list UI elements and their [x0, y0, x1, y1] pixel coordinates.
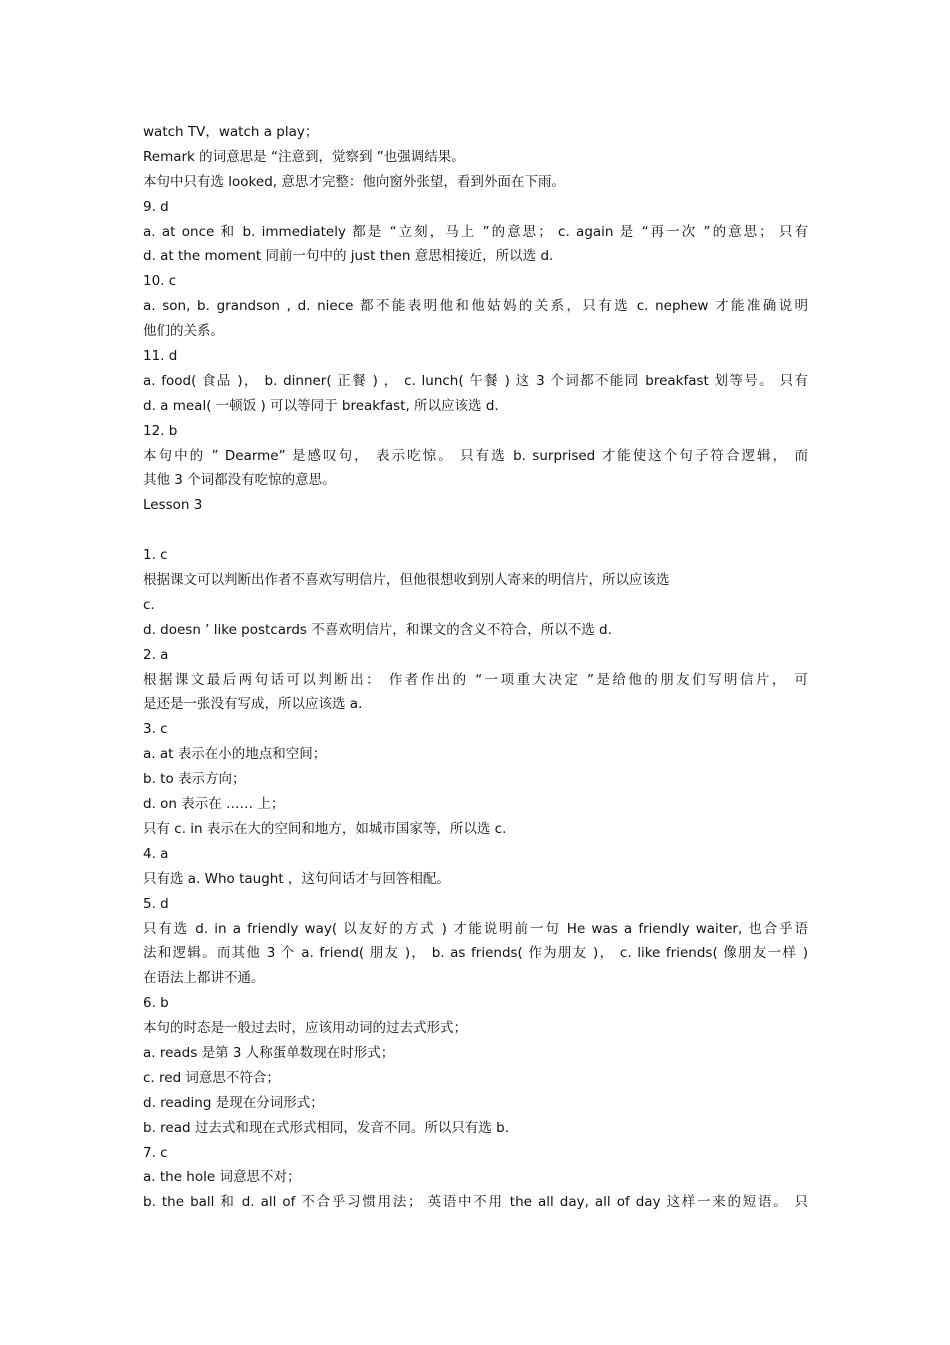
- text-line: 只有选 d. in a friendly way( 以友好的方式 ) 才能说明前一句 He was a friendly waiter, 也合乎语: [143, 920, 808, 937]
- text-line: watch TV，watch a play；: [143, 124, 319, 140]
- text-line: Remark 的词意思是 “注意到，觉察到 ”也强调结果。: [143, 148, 465, 165]
- blank-line: [143, 518, 808, 543]
- text-line: 他们的关系。: [143, 323, 224, 340]
- question-number: 6. b: [143, 995, 169, 1012]
- document-page: [143, 120, 808, 1215]
- question-number: 2. a: [143, 646, 169, 663]
- text-line: a. at once 和 b. immediately 都是 “立刻，马上 ”的意思； c. again 是 “再一次 ”的意思； 只有: [143, 223, 808, 240]
- text-line: 法和逻辑。而其他 3 个 a. friend( 朋友 )， b. as friends( 作为朋友 )， c. like friends( 像朋友一样 ): [143, 945, 808, 962]
- text-line: 在语法上都讲不通。: [143, 970, 265, 987]
- text-line: b. to 表示方向；: [143, 771, 246, 788]
- question-number: 11. d: [143, 348, 178, 365]
- text-line: b. read 过去式和现在式形式相同，发音不同。所以只有选 b.: [143, 1119, 509, 1136]
- text-line: d. reading 是现在分词形式；: [143, 1094, 324, 1111]
- text-line: 其他 3 个词都没有吃惊的意思。: [143, 472, 336, 489]
- text-line: b. the ball 和 d. all of 不合乎习惯用法； 英语中不用 the all day, all of day 这样一来的短语。 只: [143, 1194, 808, 1211]
- question-number: 1. c: [143, 547, 168, 564]
- text-line: a. food( 食品 )， b. dinner( 正餐 ) ， c. lunch( 午餐 ) 这 3 个词都不能同 breakfast 划等号。 只有: [143, 372, 808, 389]
- question-number: 4. a: [143, 845, 169, 862]
- text-line: a. reads 是第 3 人称蛋单数现在时形式；: [143, 1044, 395, 1061]
- question-number: 10. c: [143, 273, 177, 290]
- question-number: 9. d: [143, 198, 169, 215]
- text-line: d. on 表示在 …… 上；: [143, 796, 285, 813]
- text-line: 根据课文可以判断出作者不喜欢写明信片，但他很想收到别人寄来的明信片，所以应该选: [143, 572, 670, 589]
- text-line: d. at the moment 同前一句中的 just then 意思相接近，所以选 d.: [143, 248, 554, 265]
- text-line: 本句的时态是一般过去时，应该用动词的过去式形式；: [143, 1020, 467, 1037]
- text-line: 本句中只有选 looked, 意思才完整：他向窗外张望，看到外面在下雨。: [143, 173, 565, 190]
- lesson-heading: Lesson 3: [143, 497, 203, 514]
- text-line: 本句中的 ” Dearme” 是感叹句， 表示吃惊。 只有选 b. surprised 才能使这个句子符合逻辑， 而: [143, 447, 808, 464]
- question-number: 3. c: [143, 721, 168, 738]
- text-line: 根据课文最后两句话可以判断出： 作者作出的 “一项重大决定 ”是给他的朋友们写明信片， 可: [143, 671, 808, 688]
- text-line: a. son, b. grandson , d. niece 都不能表明他和他姑妈的关系，只有选 c. nephew 才能准确说明: [143, 298, 808, 315]
- question-number: 7. c: [143, 1144, 168, 1161]
- text-line: c.: [143, 596, 155, 613]
- text-line: d. doesn ’ like postcards 不喜欢明信片，和课文的含义不符合，所以不选 d.: [143, 621, 612, 638]
- text-line: a. at 表示在小的地点和空间；: [143, 746, 327, 763]
- question-number: 5. d: [143, 895, 169, 912]
- text-line: 只有 c. in 表示在大的空间和地方，如城市国家等，所以选 c.: [143, 820, 507, 837]
- text-line: 是还是一张没有写成，所以应该选 a.: [143, 696, 363, 713]
- text-line: c. red 词意思不符合；: [143, 1069, 280, 1086]
- question-number: 12. b: [143, 422, 178, 439]
- text-line: 只有选 a. Who taught ，这句问话才与回答相配。: [143, 870, 450, 887]
- text-line: d. a meal( 一顿饭 ) 可以等同于 breakfast, 所以应该选 d.: [143, 397, 499, 414]
- text-line: a. the hole 词意思不对；: [143, 1169, 301, 1186]
